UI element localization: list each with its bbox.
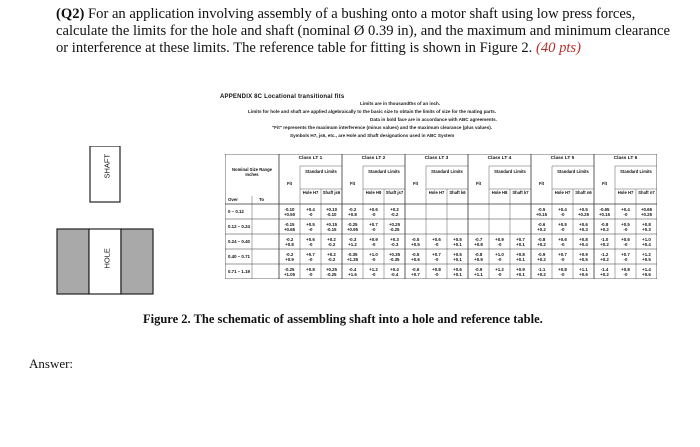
table-cell-value: +0.6 [369,206,378,212]
table-cell-value: -0.5 [537,206,546,212]
table-cell-value: -0.4 [348,266,357,272]
table-cell [384,252,405,262]
standard-limits-header: Standard Limits [620,169,652,174]
table-cell-value: -0.8 [537,236,546,242]
shaft-header: Shaft k6 [449,190,466,195]
class-header: Class LT 3 [424,156,449,161]
question-line-3-text: or interference at these limits. The reference table for fitting is shown in Figure 2. [56,40,533,56]
class-header: Class LT 6 [613,156,638,161]
table-cell-value: +0.8 [516,251,525,257]
note-boldface: Data in bold face are in accordance with ABC agreements. [370,117,497,122]
table-cell [531,237,552,247]
table-cell [615,267,636,277]
table-cell [321,222,342,232]
table-cell-value: -0.7 [474,236,483,242]
table-cell [300,267,321,277]
standard-limits-header: Standard Limits [305,169,337,174]
table-cell [636,267,657,277]
table-cell-value: +0.15 [325,221,338,227]
table-cell-value: +0.5 [453,236,462,242]
table-cell-value: +0.8 [285,241,294,247]
table-cell-value: -0.65 [599,206,610,212]
table-cell [573,267,594,277]
table-cell-value: -0 [371,226,376,232]
table-cell-value: +0.4 [621,206,630,212]
table-cell-value: +0.2 [537,241,546,247]
table-cell-value: +0.1 [453,271,462,277]
table-cell-value: -0.4 [390,271,399,277]
table-cell-value: +1.1 [474,271,483,277]
fit-header: Fit [412,181,419,186]
shaft-header: Shaft n7 [638,190,655,195]
table-cell-value: +0.7 [621,251,630,257]
table-cell [363,237,384,247]
table-cell-value: -0.35 [389,256,400,262]
table-cell [615,237,636,247]
hole-label: HOLE [102,248,112,269]
table-cell [321,252,342,262]
table-cell [321,267,342,277]
table-cell-value: +0.6 [642,271,651,277]
table-cell-value: +0.8 [432,266,441,272]
nominal-size-header: Nominal Size Range Inches [231,167,273,177]
table-cell-value: -0.15 [284,221,295,227]
table-cell-value: -0 [371,271,376,277]
table-cell [363,222,384,232]
note-algebraic: Limits for hole and shaft are applied algebraically to the basic size to obtain the limits of size for the mating parts. [248,109,497,114]
table-cell [405,267,426,277]
size-range: 0.12 – 0.24 [228,224,250,229]
table-cell-value: -0.3 [390,241,399,247]
table-cell-value: -0 [623,271,628,277]
table-cell-value: +0.2 [327,251,336,257]
table-cell-value: -0 [560,211,565,217]
table-cell [300,237,321,247]
table-cell-value: +0.2 [600,271,609,277]
table-cell [405,237,426,247]
table-cell-value: +0.1 [453,256,462,262]
table-cell [405,252,426,262]
question-number: (Q2) [56,6,85,22]
table-cell [531,252,552,262]
table-cell [510,267,531,277]
table-cell-value: +0.5 [621,221,630,227]
table-cell [636,207,657,217]
table-cell [279,267,300,277]
table-cell-value: -0.3 [348,236,357,242]
table-cell [573,207,594,217]
table-cell [489,267,510,277]
hole-block-left [57,229,89,294]
table-cell [552,237,573,247]
table-cell-value: -0.2 [348,206,357,212]
table-cell [279,237,300,247]
shaft-header: Shaft n6 [575,190,592,195]
table-cell [279,222,300,232]
table-cell-value: +1.2 [495,266,504,272]
fit-header: Fit [349,181,356,186]
question-line-2: calculate the limits for the hole and shaft (nominal Ø 0.39 in), and the maximum and minimum clearance [56,23,670,39]
table-cell-value: +0.2 [327,236,336,242]
table-cell-value: +0.5 [579,206,588,212]
table-cell-value: -0 [371,211,376,217]
table-cell-value: -0 [560,241,565,247]
table-cell [300,252,321,262]
table-cell-value: -0 [308,226,313,232]
shaft-label: SHAFT [102,153,112,179]
table-cell-value: +0.5 [306,221,315,227]
table-cell-value: +1.0 [369,251,378,257]
table-cell-value: +0.6 [579,271,588,277]
note-fit: "Fit" represents the maximum interference (minus values) and the maximum clearance (plus values). [272,125,493,130]
table-cell-value: +0.6 [579,221,588,227]
table-cell-value: +1.1 [579,266,588,272]
table-cell-value: -0.5 [411,236,420,242]
table-cell-value: +1.6 [348,271,357,277]
table-cell-value: +0.7 [411,271,420,277]
table-cell [342,237,363,247]
table-cell-value: -0.35 [347,251,358,257]
figure-2 [30,90,680,330]
answer-label: Answer: [29,356,74,371]
table-cell-value: -0 [497,271,502,277]
table-cell-value: -0 [560,226,565,232]
table-cell-value: +0.7 [432,251,441,257]
table-cell [426,237,447,247]
table-cell [321,207,342,217]
table-cell-value: +0.1 [516,271,525,277]
table-cell-value: +0.1 [516,256,525,262]
table-cell-value: -1.2 [600,251,609,257]
table-cell-value: +0.1 [516,241,525,247]
table-cell-value: +0.4 [390,266,399,272]
table-cell-value: +0.9 [369,236,378,242]
table-cell-value: +0.9 [516,266,525,272]
table-cell-value: +0.5 [453,251,462,257]
table-cell-value: -0.10 [284,206,295,212]
table-cell-value: +0.7 [306,251,315,257]
table-cell-value: +0.4 [642,241,651,247]
table-cell-value: -0 [308,241,313,247]
table-cell-value: +0.6 [558,236,567,242]
table-cell-value: -0 [497,241,502,247]
hole-header: Hole H7 [617,190,634,195]
question-line-3 [56,40,691,57]
table-cell-value: -0 [371,241,376,247]
size-range: 0 – 0.12 [228,209,244,214]
fit-header: Fit [538,181,545,186]
table-cell-value: +0.6 [411,256,420,262]
table-cell-value: -0.25 [347,221,358,227]
shaft-header: Shaft js6 [322,190,341,195]
table-cell-value: -0.6 [537,221,546,227]
standard-limits-header: Standard Limits [368,169,400,174]
hole-header: Hole H8 [491,190,508,195]
table-cell-value: +0.5 [411,241,420,247]
table-cell-value: +0.9 [474,256,483,262]
table-cell [636,252,657,262]
table-cell-value: +0.6 [621,236,630,242]
table-cell-value: +1.35 [346,256,359,262]
table-cell [447,237,468,247]
table-cell-value: +0.35 [388,251,401,257]
table-cell [279,252,300,262]
table-cell-value: +0.2 [537,271,546,277]
table-cell-value: +0.8 [306,266,315,272]
table-cell-value: +1.2 [348,241,357,247]
table-cell-value: +0.6 [453,266,462,272]
table-cell [342,267,363,277]
class-header: Class LT 4 [487,156,512,161]
table-cell-value: +1.4 [642,266,651,272]
table-cell-value: +0.15 [535,211,548,217]
table-cell-value: +1.0 [495,251,504,257]
class-header: Class LT 2 [361,156,386,161]
table-cell-value: +0.2 [537,256,546,262]
size-range: 0.40 – 0.71 [228,254,250,259]
hole-header: Hole H7 [302,190,319,195]
table-cell-value: -0 [497,256,502,262]
table-cell-value: -0 [623,256,628,262]
table-cell [615,222,636,232]
table-cell-value: +1.0 [642,236,651,242]
table-cell-value: +0.50 [283,211,296,217]
table-cell [594,267,615,277]
table-cell-value: +1.2 [642,251,651,257]
table-cell-value: -0 [308,211,313,217]
table-cell-value: -0 [371,256,376,262]
table-cell-value: +0.25 [577,211,590,217]
note-symbols: Symbols H7, js6, etc., are Hole and Shaft designations used in ABC System [290,133,455,138]
table-cell-value: -0.6 [411,266,420,272]
table-cell [636,237,657,247]
table-cell-value: -1.0 [600,236,609,242]
table-cell-value: -0 [434,256,439,262]
table-cell-value: -0 [308,256,313,262]
table-cell-value: +0.25 [325,266,338,272]
table-cell [594,222,615,232]
table-cell-value: +0.25 [640,211,653,217]
class-header: Class LT 1 [298,156,323,161]
table-cell [342,252,363,262]
question-points: (40 pts) [535,40,581,56]
table-cell-value: -0.25 [326,271,337,277]
table-cell [363,252,384,262]
table-cell-value: +0.95 [346,226,359,232]
table-cell [594,252,615,262]
table-cell [363,267,384,277]
table-cell [426,252,447,262]
table-cell [615,207,636,217]
table-cell-value: +0.3 [390,236,399,242]
fit-header: Fit [601,181,608,186]
table-cell-value: +0.3 [579,226,588,232]
table-cell [636,222,657,232]
table-cell [363,207,384,217]
hole-header: Hole H8 [365,190,382,195]
table-cell-value: -0 [560,271,565,277]
table-cell-value: -0 [560,256,565,262]
table-cell-value: +0.8 [474,241,483,247]
table-cell-value: -0.2 [285,251,294,257]
table-cell-value: +0.9 [495,236,504,242]
question-text [56,6,691,57]
table-cell-value: +0.65 [640,206,653,212]
table-cell [531,222,552,232]
hole-header: Hole H7 [428,190,445,195]
question-line-1 [56,6,691,23]
table-cell-value: +1.2 [369,266,378,272]
table-cell-value: +0.3 [642,226,651,232]
table-cell [510,237,531,247]
standard-limits-header: Standard Limits [494,169,526,174]
table-cell [615,252,636,262]
table-cell-value: -0.5 [411,251,420,257]
table-cell-value: +0.4 [558,206,567,212]
shaft-header: Shaft js7 [385,190,404,195]
table-cell [300,222,321,232]
table-cell [384,267,405,277]
table-cell-value: +0.9 [579,251,588,257]
table-cell [342,222,363,232]
table-cell [342,207,363,217]
class-header: Class LT 5 [550,156,575,161]
table-cell-value: +0.6 [432,236,441,242]
table-cell [321,237,342,247]
table-cell [573,252,594,262]
table-cell [489,252,510,262]
table-cell-value: -0.2 [285,236,294,242]
table-cell-value: +0.2 [390,206,399,212]
table-cell-value: -0.15 [326,226,337,232]
table-cell-value: +0.8 [558,266,567,272]
standard-limits-header: Standard Limits [557,169,589,174]
table-cell-value: +0.10 [325,206,338,212]
shaft-hole-diagram [45,146,165,301]
table-cell [468,237,489,247]
hole-block-right [121,229,153,294]
table-cell-value: +0.5 [558,221,567,227]
table-cell-value: +0.4 [306,206,315,212]
table-cell-value: +0.8 [579,236,588,242]
table-cell-value: -0 [623,211,628,217]
table-cell [531,207,552,217]
table-cell-value: +0.2 [600,226,609,232]
table-cell-value: +0.7 [516,236,525,242]
table-cell [510,252,531,262]
table-cell-value: -0.2 [327,256,336,262]
standard-limits-header: Standard Limits [431,169,463,174]
table-cell-value: -0.8 [474,251,483,257]
table-cell [279,207,300,217]
table-cell-value: +1.05 [283,271,296,277]
table-cell-value: -0.10 [326,211,337,217]
table-cell-value: +0.9 [285,256,294,262]
appendix-title: APPENDIX 8C Locational transitional fits [220,94,345,100]
table-cell-value: -1.4 [600,266,609,272]
table-cell-value: -0.8 [600,221,609,227]
reference-table-scan [220,90,660,315]
table-cell-value: -0.2 [390,211,399,217]
table-cell-value: +0.2 [537,226,546,232]
table-cell [531,267,552,277]
note-units: Limits are in thousandths of an inch. [360,101,441,106]
table-cell-value: +0.2 [600,256,609,262]
table-cell [426,267,447,277]
table-cell [384,222,405,232]
table-cell-value: +0.7 [558,251,567,257]
table-cell [384,237,405,247]
table-cell [300,207,321,217]
table-cell-value: +0.15 [598,211,611,217]
over-header: Over [228,197,239,202]
table-cell-value: +0.65 [283,226,296,232]
shaft-header: Shaft k7 [512,190,529,195]
table-cell-value: -0 [434,271,439,277]
table-cell-value: -0.2 [327,241,336,247]
table-cell [552,207,573,217]
table-cell-value: -0.25 [284,266,295,272]
table-cell [573,222,594,232]
table-cell [489,237,510,247]
table-cell [468,252,489,262]
table-cell [447,252,468,262]
table-cell-value: -0.25 [389,226,400,232]
question-line-1-text: For an application involving assembly of a bushing onto a motor shaft using low press forces, [88,6,636,22]
table-cell-value: +0.5 [579,256,588,262]
fit-header: Fit [286,181,293,186]
table-cell-value: -0.9 [474,266,483,272]
table-cell-value: +0.4 [579,241,588,247]
figure-caption: Figure 2. The schematic of assembling shaft into a hole and reference table. [143,312,543,326]
table-cell-value: +0.8 [348,211,357,217]
size-range: 0.71 – 1.19 [228,269,250,274]
table-cell-value: +0.8 [621,266,630,272]
table-cell [594,207,615,217]
size-range: 0.24 – 0.40 [228,239,250,244]
table-cell [447,267,468,277]
table-cell-value: +0.25 [388,221,401,227]
table-cell-value: +0.2 [600,241,609,247]
table-cell-value: +0.1 [453,241,462,247]
table-cell-value: -0.9 [537,251,546,257]
table-cell-value: -0 [308,271,313,277]
table-cell-value: +0.6 [306,236,315,242]
table-cell-value: -1.1 [537,266,546,272]
fit-table [225,154,657,279]
table-cell-value: +0.7 [369,221,378,227]
to-header: To [259,197,265,202]
table-cell [573,237,594,247]
table-cell-value: -0 [623,226,628,232]
table-cell [552,267,573,277]
fit-header: Fit [475,181,482,186]
table-cell-value: +0.8 [642,221,651,227]
table-cell-value: -0 [434,241,439,247]
table-cell [552,222,573,232]
table-cell [552,252,573,262]
table-cell [384,207,405,217]
table-cell [468,267,489,277]
hole-header: Hole H7 [554,190,571,195]
table-cell [594,237,615,247]
table-cell-value: +0.5 [642,256,651,262]
table-cell-value: -0 [623,241,628,247]
